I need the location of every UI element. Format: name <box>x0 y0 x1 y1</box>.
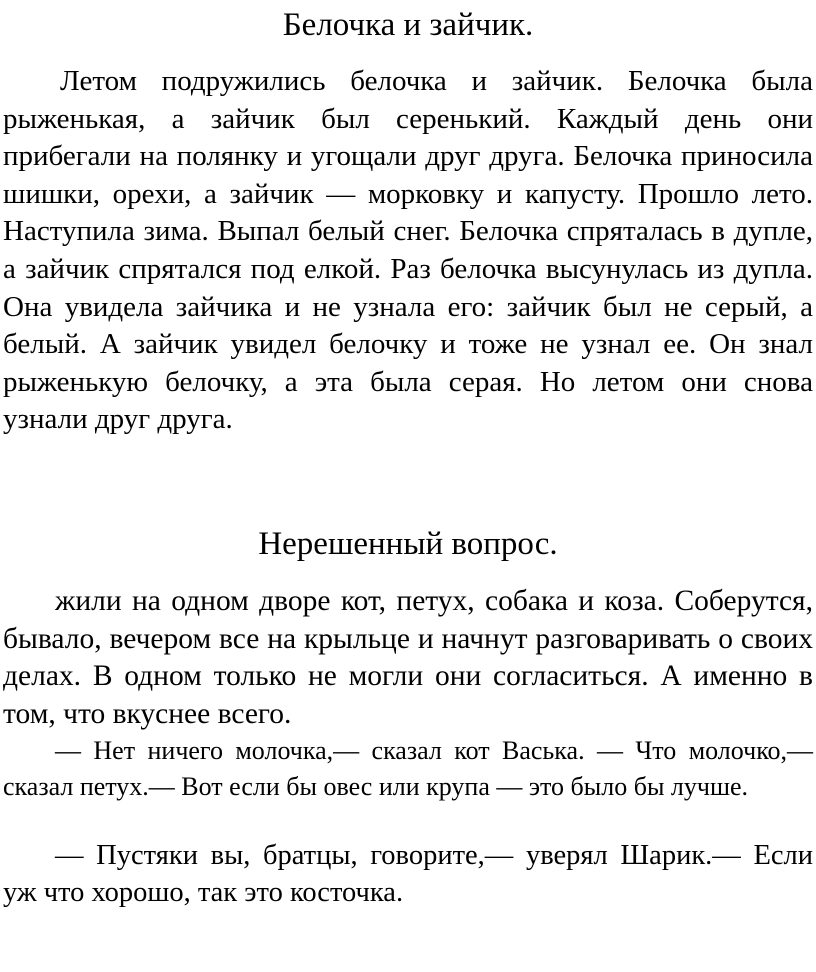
story-paragraph: — Пустяки вы, братцы, говорите,— уверял Шарик.— Если уж что хорошо, так это косточка. <box>3 840 813 908</box>
story-paragraph: жили на одном дворе кот, петух, собака и коза. Соберутся, бывало, вечером все на крыльце и начнут разговаривать о своих делах. В одном только не могли они согласиться. А именно в том, что вкуснее всего. <box>3 585 813 730</box>
story-paragraph: — Нет ничего молочка,— сказал кот Васька. — Что молочко,— сказал петух.— Вот если бы овес или крупа — это было бы лучше. <box>3 736 813 801</box>
story-title-squirrel-and-hare: Белочка и зайчик. <box>282 7 534 43</box>
story-paragraph: Летом подружились белочка и зайчик. Белочка была рыженькая, а зайчик был серенький. Каждый день они прибегали на полянку и угощали друг друга. Белочка приносила шишки, орехи, а зайчик — морковку и капусту. Прошло лето. Наступила зима. Выпал белый снег. Белочка спряталась в дупле, а зайчик спрятался под елкой. Раз белочка высунулась из дупла. Она увидела зайчика и не узнала его: зайчик был не серый, а белый. А зайчик увидел белочку и тоже не узнал ее. Он знал рыженькую белочку, а эта была серая. Но летом они снова узнали друг друга. <box>3 65 813 436</box>
story-title-unresolved-question: Нерешенный вопрос. <box>258 526 558 562</box>
